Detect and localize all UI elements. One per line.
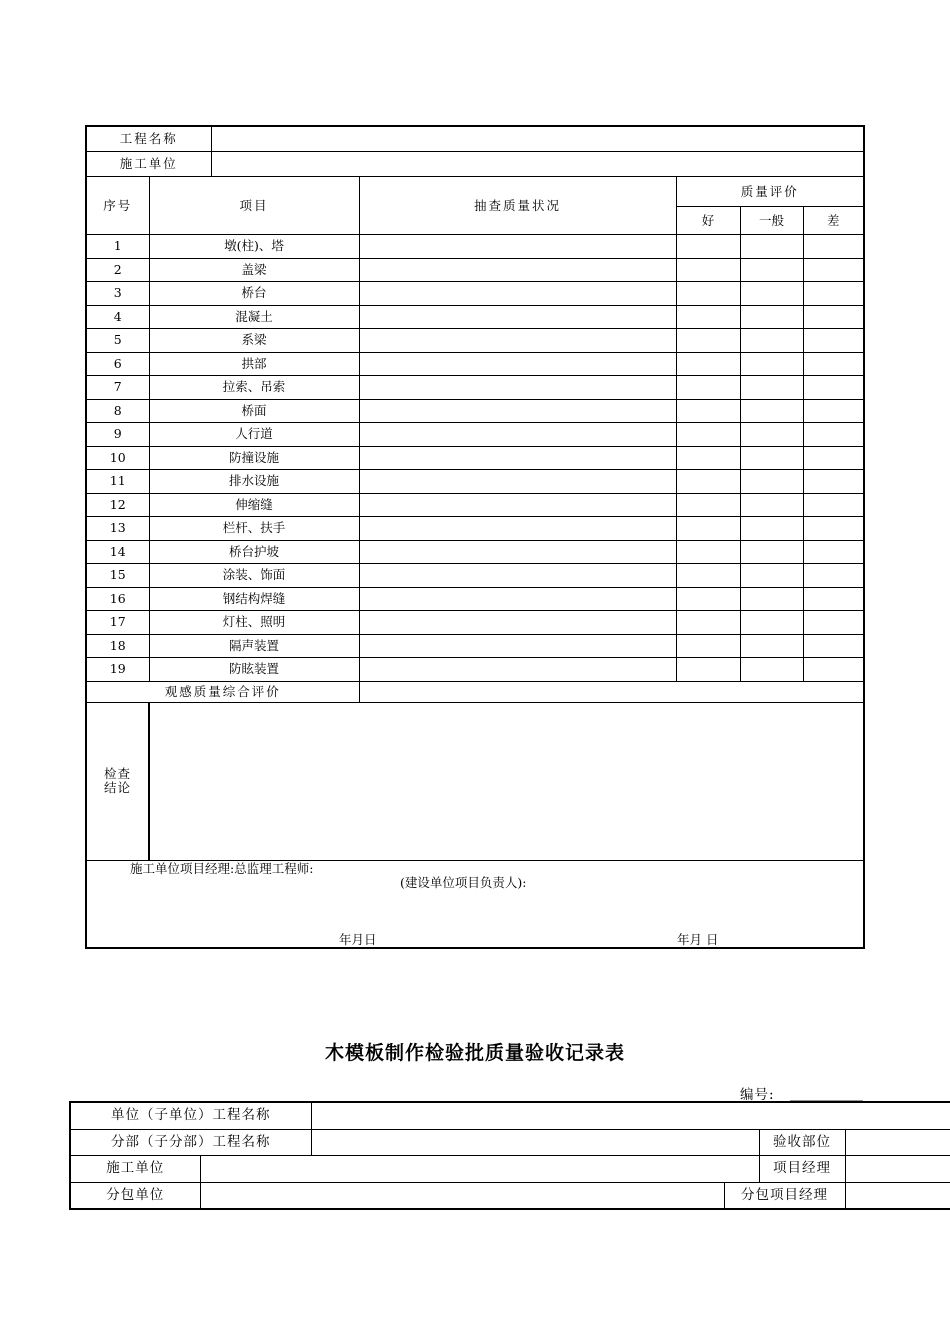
contractor-field[interactable] (211, 152, 864, 177)
col-header-poor: 差 (803, 207, 864, 235)
row-item: 桥台护坡 (149, 540, 359, 564)
row-normal-field[interactable] (740, 446, 803, 470)
row-poor-field[interactable] (803, 611, 864, 635)
row-good-field[interactable] (676, 517, 740, 541)
form-title: 木模板制作检验批质量验收记录表 (324, 1042, 625, 1064)
row-poor-field[interactable] (803, 329, 864, 353)
table-row (86, 634, 864, 658)
row-normal-field[interactable] (740, 634, 803, 658)
sub-pm-field[interactable] (845, 1182, 950, 1209)
conclusion-field[interactable] (149, 702, 864, 860)
row-status-field[interactable] (359, 305, 676, 329)
row-status-field[interactable] (359, 258, 676, 282)
row-item: 桥台 (149, 282, 359, 306)
row-status-field[interactable] (359, 634, 676, 658)
row-poor-field[interactable] (803, 352, 864, 376)
col-header-status: 抽查质量状况 (359, 177, 676, 235)
row-normal-field[interactable] (740, 376, 803, 400)
row-item: 墩(柱)、塔 (149, 235, 359, 259)
row-poor-field[interactable] (803, 376, 864, 400)
row-good-field[interactable] (676, 376, 740, 400)
table-row (86, 352, 864, 376)
row-normal-field[interactable] (740, 329, 803, 353)
row-good-field[interactable] (676, 658, 740, 682)
row-no: 11 (86, 470, 149, 494)
row-normal-field[interactable] (740, 305, 803, 329)
row-no: 19 (86, 658, 149, 682)
acceptance-record-table (69, 1101, 950, 1210)
row-item: 桥面 (149, 399, 359, 423)
row-poor-field[interactable] (803, 305, 864, 329)
pm-field[interactable] (845, 1156, 950, 1183)
row-normal-field[interactable] (740, 658, 803, 682)
row-normal-field[interactable] (740, 493, 803, 517)
row-item: 涂装、饰面 (149, 564, 359, 588)
row-status-field[interactable] (359, 446, 676, 470)
row-no: 4 (86, 305, 149, 329)
row-item: 拱部 (149, 352, 359, 376)
row-good-field[interactable] (676, 540, 740, 564)
signature-block (86, 860, 864, 948)
row-good-field[interactable] (676, 352, 740, 376)
row-poor-field[interactable] (803, 235, 864, 259)
row-good-field[interactable] (676, 493, 740, 517)
sub-project-field[interactable] (311, 1129, 759, 1156)
conclusion-label (86, 702, 149, 860)
row-normal-field[interactable] (740, 587, 803, 611)
row-poor-field[interactable] (803, 634, 864, 658)
row-status-field[interactable] (359, 399, 676, 423)
overall-eval-field[interactable] (359, 681, 864, 702)
inspect-part-label: 验收部位 (759, 1129, 845, 1156)
row-no: 13 (86, 517, 149, 541)
row-good-field[interactable] (676, 587, 740, 611)
project-name-label: 工程名称 (86, 126, 211, 152)
row-good-field[interactable] (676, 564, 740, 588)
row-normal-field[interactable] (740, 399, 803, 423)
row-no: 15 (86, 564, 149, 588)
row-poor-field[interactable] (803, 517, 864, 541)
row-no: 1 (86, 235, 149, 259)
row-normal-field[interactable] (740, 282, 803, 306)
row-status-field[interactable] (359, 587, 676, 611)
conclusion-label-line2: 结论 (103, 780, 131, 795)
row-poor-field[interactable] (803, 258, 864, 282)
row-good-field[interactable] (676, 305, 740, 329)
row-no: 5 (86, 329, 149, 353)
unit-project-field[interactable] (311, 1102, 950, 1129)
row-poor-field[interactable] (803, 658, 864, 682)
row-item: 人行道 (149, 423, 359, 447)
row-no: 8 (86, 399, 149, 423)
row-good-field[interactable] (676, 611, 740, 635)
subcontractor-field[interactable] (200, 1182, 724, 1209)
project-name-field[interactable] (211, 126, 864, 152)
unit-project-label: 单位（子单位）工程名称 (70, 1102, 311, 1129)
row-normal-field[interactable] (740, 611, 803, 635)
row-good-field[interactable] (676, 634, 740, 658)
row-no: 9 (86, 423, 149, 447)
row-item: 栏杆、扶手 (149, 517, 359, 541)
row-poor-field[interactable] (803, 282, 864, 306)
row-status-field[interactable] (359, 658, 676, 682)
table-row (86, 235, 864, 259)
row-status-field[interactable] (359, 282, 676, 306)
row-good-field[interactable] (676, 235, 740, 259)
row-item: 系梁 (149, 329, 359, 353)
row-status-field[interactable] (359, 423, 676, 447)
table-row (86, 493, 864, 517)
subcontractor-label: 分包单位 (70, 1182, 200, 1209)
row-item: 防眩装置 (149, 658, 359, 682)
row-item: 灯柱、照明 (149, 611, 359, 635)
row-normal-field[interactable] (740, 470, 803, 494)
signature-left-label: 施工单位项目经理:总监理工程师: (130, 860, 314, 876)
table-row (86, 517, 864, 541)
row-status-field[interactable] (359, 376, 676, 400)
table-row (86, 423, 864, 447)
table-row (86, 658, 864, 682)
row-item: 混凝土 (149, 305, 359, 329)
row-good-field[interactable] (676, 470, 740, 494)
table-row (86, 587, 864, 611)
row-poor-field[interactable] (803, 423, 864, 447)
date-left: 年月日 (339, 931, 377, 947)
row-status-field[interactable] (359, 540, 676, 564)
row-poor-field[interactable] (803, 446, 864, 470)
row-poor-field[interactable] (803, 587, 864, 611)
contractor-label: 施工单位 (86, 152, 211, 177)
row-poor-field[interactable] (803, 493, 864, 517)
date-right: 年月 日 (677, 931, 719, 947)
row-normal-field[interactable] (740, 352, 803, 376)
row-status-field[interactable] (359, 470, 676, 494)
table-row (86, 376, 864, 400)
row-no: 2 (86, 258, 149, 282)
row-normal-field[interactable] (740, 540, 803, 564)
row-good-field[interactable] (676, 282, 740, 306)
table-row (86, 282, 864, 306)
table-row (86, 329, 864, 353)
row-item: 隔声装置 (149, 634, 359, 658)
row-normal-field[interactable] (740, 423, 803, 447)
conclusion-label-line1: 检查 (103, 766, 131, 782)
table-row (86, 611, 864, 635)
row-good-field[interactable] (676, 423, 740, 447)
serial-number-label: 编号: (740, 1087, 775, 1103)
table-row (86, 399, 864, 423)
signature-right-label: (建设单位项目负责人): (400, 874, 527, 890)
col-header-no: 序号 (86, 177, 149, 235)
row-no: 17 (86, 611, 149, 635)
row-good-field[interactable] (676, 399, 740, 423)
pm-label: 项目经理 (759, 1156, 845, 1183)
row-good-field[interactable] (676, 329, 740, 353)
col-header-item: 项目 (149, 177, 359, 235)
row-poor-field[interactable] (803, 540, 864, 564)
table-row (86, 540, 864, 564)
contractor2-field[interactable] (200, 1156, 759, 1183)
col-header-normal: 一般 (740, 207, 803, 235)
row-no: 6 (86, 352, 149, 376)
row-normal-field[interactable] (740, 235, 803, 259)
row-item: 盖梁 (149, 258, 359, 282)
row-no: 3 (86, 282, 149, 306)
sub-pm-label: 分包项目经理 (724, 1182, 845, 1209)
row-item: 钢结构焊缝 (149, 587, 359, 611)
row-status-field[interactable] (359, 235, 676, 259)
contractor2-label: 施工单位 (70, 1156, 200, 1183)
row-no: 12 (86, 493, 149, 517)
row-item: 伸缩缝 (149, 493, 359, 517)
overall-eval-label: 观感质量综合评价 (86, 681, 359, 702)
inspect-part-field[interactable] (845, 1129, 950, 1156)
row-no: 10 (86, 446, 149, 470)
row-normal-field[interactable] (740, 564, 803, 588)
inspection-form-table (85, 125, 865, 949)
row-normal-field[interactable] (740, 517, 803, 541)
row-good-field[interactable] (676, 446, 740, 470)
row-poor-field[interactable] (803, 399, 864, 423)
row-status-field[interactable] (359, 564, 676, 588)
row-status-field[interactable] (359, 352, 676, 376)
row-item: 防撞设施 (149, 446, 359, 470)
row-status-field[interactable] (359, 493, 676, 517)
row-good-field[interactable] (676, 258, 740, 282)
table-row (86, 305, 864, 329)
row-poor-field[interactable] (803, 470, 864, 494)
row-normal-field[interactable] (740, 258, 803, 282)
row-no: 14 (86, 540, 149, 564)
row-item: 拉索、吊索 (149, 376, 359, 400)
table-row (86, 258, 864, 282)
row-poor-field[interactable] (803, 564, 864, 588)
row-status-field[interactable] (359, 329, 676, 353)
table-row (86, 470, 864, 494)
col-header-eval: 质量评价 (676, 177, 864, 207)
row-no: 7 (86, 376, 149, 400)
table-row (86, 446, 864, 470)
row-no: 18 (86, 634, 149, 658)
row-no: 16 (86, 587, 149, 611)
sub-project-label: 分部（子分部）工程名称 (70, 1129, 311, 1156)
row-status-field[interactable] (359, 611, 676, 635)
table-row (86, 564, 864, 588)
row-status-field[interactable] (359, 517, 676, 541)
col-header-good: 好 (676, 207, 740, 235)
row-item: 排水设施 (149, 470, 359, 494)
